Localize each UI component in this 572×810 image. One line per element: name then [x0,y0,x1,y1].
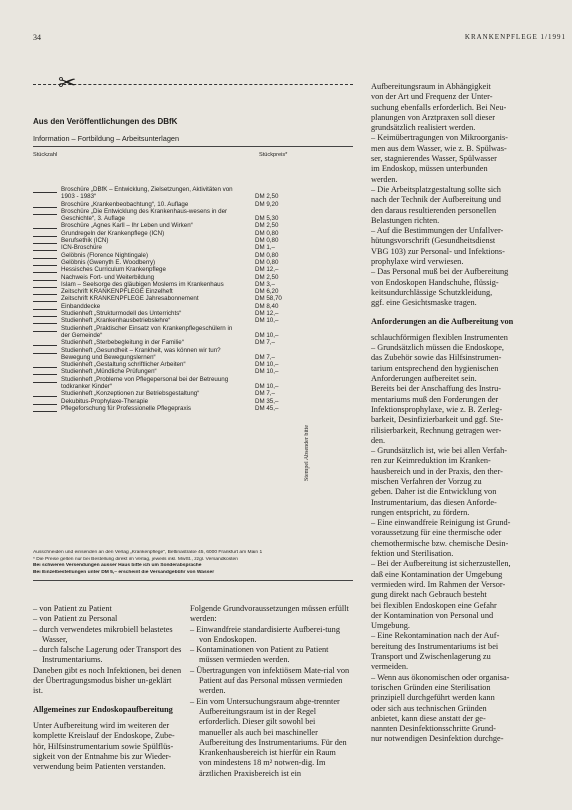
text-column-left [33,604,183,772]
quantity-blank[interactable] [33,192,57,193]
order-item-price: DM 2,50 [255,222,279,230]
paragraph: chemothermische bzw. chemische Desin- [371,538,509,548]
paragraph: von der Art und Frequenz der Unter- [371,92,493,102]
paragraph: oder sich aus technischen Gründen [371,703,487,713]
quantity-blank[interactable] [33,331,57,332]
paragraph: anbietet, kann diese anstatt der ge- [371,713,486,723]
paragraph: bereitung des Instrumentariums ist bei [371,641,499,651]
paragraph: ren zur Keimreduktion im Kranken- [371,456,491,466]
paragraph: der Kontamination von Personal und [371,610,494,620]
paragraph: schlauchförmigen flexiblen Instrumenten [371,332,508,342]
order-form-column-header [33,152,353,162]
order-items [33,186,353,412]
order-item-price: DM 0,80 [255,229,279,237]
paragraph: barkeit, Desinfizierbarkeit und ggf. Ste- [371,415,504,425]
order-item-price: DM 1,– [255,244,275,252]
order-item-title: Hessisches Curriculum Krankenpflege [61,266,166,274]
order-item-price: DM 5,30 [255,215,279,223]
order-item-title: Studienheft „Krankenhausbetriebslehre“ [61,317,171,325]
order-note: Bei schweren Versendungen ausser Haus bitte ich um Sonderabsprache [33,563,202,568]
paragraph: men aus dem Wasser, wie z. B. Spülwas- [371,143,507,153]
paragraph: VBG 103) zur Personal- und Infektions- [371,246,505,256]
order-item-title: Dekubitus-Prophylaxe-Therapie [61,397,149,405]
paragraph: grundsätzlich realisiert werden. [371,123,476,133]
quantity-blank[interactable] [33,353,57,354]
order-item-title: Studienheft „Strukturmodell des Unterrichts“ [61,310,182,318]
paragraph: rungen entspricht, zu fördern. [371,507,470,517]
paragraph: Daneben gibt es noch Infektionen, bei denen der Übertragungsmodus bisher un-geklärt ist. [33,665,182,696]
order-item [33,317,353,324]
order-item [33,266,353,273]
quantity-column-label: Stückzahl [33,152,58,158]
order-item-price: DM 45,– [255,404,279,412]
paragraph: torischen Gründen eine Sterilisation [371,682,491,692]
order-item-price: DM 2,50 [255,193,279,201]
paragraph: tarium entsprechend den hygienischen [371,363,499,373]
order-note: Ausschneiden und einsenden an den Verlag „Krankenpflege“, Bettinastraße 45, 6000 Frankfurt am Main 1 [33,550,263,555]
order-item-title: Broschüre „Agnes Karll – Ihr Leben und Wirken“ [61,222,193,230]
paragraph: – Grundsätzlich ist, wie bei allen Verfah- [371,446,508,456]
order-item-price: DM 7,– [255,339,275,347]
scissors-icon: ✂ [58,70,77,95]
order-item [33,295,353,302]
paragraph: Instrumentarium, das diesen Anforde- [371,497,497,507]
paragraph: voraussetzung für eine thermische oder [371,528,502,538]
quantity-blank[interactable] [33,382,57,383]
order-item-title: Broschüre „Krankenbeobachtung“, 10. Auflage [61,200,189,208]
order-item [33,252,353,259]
paragraph: – durch falsche Lagerung oder Transport des Instrumentariums. [33,645,182,665]
order-item-price: DM 10,– [255,361,279,369]
order-item-title: Zeitschrift KRANKENPFLEGE Jahresabonnement [61,295,199,303]
order-note: * Die Preise gelten nur bei Bestellung direkt im Verlag, jeweils inkl. MwSt., zzgl. Versandkosten [33,556,238,562]
paragraph: Belastungen richten. [371,215,440,225]
paragraph: Bereits bei der Anschaffung des Instru- [371,384,502,394]
order-item [33,339,353,346]
paragraph: suchung ebenfalls erforderlich. Bei Neu- [371,102,507,112]
order-item-price: DM 8,40 [255,302,279,310]
paragraph: hausbereich und in der Praxis, den ther- [371,466,503,476]
paragraph: Infektionsprophylaxe, wie z. B. Zerleg- [371,404,503,414]
paragraph: fektion und Sterilisation. [371,549,454,559]
order-item-price: DM 12,– [255,266,279,274]
paragraph: – Einwandfreie standardisierte Aufberei-tung von Endoskopen. [190,624,340,644]
order-item [33,405,353,412]
paragraph: – Die Arbeitsplatzgestaltung sollte sich [371,184,501,194]
order-item [33,208,353,223]
order-item-title: Studienheft „Probleme von Pflegepersonal bei der Betreuung todkranker Kinder“ [61,375,229,391]
paragraph: vermieden wird. Im Rahmen der Versor- [371,579,506,589]
order-note: Bei Einzelbestellungen unter DM 5,– erscheint die Versandgebühr von Wasser [33,569,215,575]
order-form-subtitle: Information – Fortbildung – Arbeitsunterlagen [33,134,353,147]
quantity-blank[interactable] [33,411,57,412]
order-item-title: ICN-Broschüre [61,244,102,252]
order-item [33,376,353,391]
paragraph: Anforderungen aufbereitet sein. [371,374,477,384]
paragraph: werden. [371,174,398,184]
order-item-price: DM 6,20 [255,288,279,296]
order-item-title: Islam – Seelsorge des gläubigen Moslems im Krankenhaus [61,280,224,288]
order-item [33,222,353,229]
paragraph: nach der Technik der Aufbereitung und [371,195,501,205]
paragraph: – Kontaminationen von Patient zu Patient müssen vermieden werden. [190,645,329,665]
order-form-title: Aus den Veröffentlichungen des DBfK [33,117,178,126]
paragraph: im Endoskop, müssen unterbunden [371,164,488,174]
order-item-title: Pflegeforschung für Professionelle Pflegepraxis [61,404,192,412]
sender-stamp-label: Stempel Absender bitte [304,425,310,481]
order-item-title: Studienheft „Gestaltung schriftlicher Arbeiten“ [61,361,186,369]
paragraph: mischen Verfahren der Vorzug zu [371,476,482,486]
order-item [33,186,353,201]
paragraph: Transport und Zwischenlagerung zu [371,652,491,662]
text-column-right [371,82,571,802]
cut-line [33,84,353,85]
divider [33,580,353,581]
order-item-title: Studienheft „Sterbebegleitung in der Familie“ [61,339,184,347]
paragraph: rilisierbarkeit, Rechnung getragen wer- [371,425,502,435]
order-item [33,274,353,281]
order-item-price: DM 7,– [255,353,275,361]
order-item [33,259,353,266]
paragraph: hütungsvorschrift (Gesundheitsdienst [371,236,496,246]
paragraph: ggf. eine Gesichtsmaske tragen. [371,298,477,308]
order-item [33,347,353,362]
order-item [33,288,353,295]
paragraph: – von Patient zu Personal [33,614,118,624]
price-column-label: Stückpreis* [259,152,288,158]
paragraph: geben. Daher ist die Entwicklung von [371,487,497,497]
order-item-price: DM 10,– [255,317,279,325]
order-item-price: DM 2,50 [255,273,279,281]
paragraph: mentariums muß den Forderungen der [371,394,499,404]
order-item-price: DM 0,80 [255,237,279,245]
order-item-title: Einbanddecke [61,302,101,310]
paragraph: Unter Aufbereitung wird im weiteren der komplette Kreislauf der Endoskope, Zube-hör, Hilfsinstrumentarium sowie Spülflüs-sigkeit von der Entnahme bis zur Wieder-verwendung beim Patienten verstanden. [33,720,175,772]
order-item [33,230,353,237]
page-number: 34 [33,33,41,42]
order-notes [33,550,353,576]
order-item-title: Berufsethik (ICN) [61,237,109,245]
paragraph: den. [371,435,386,445]
order-item-title: Gelöbnis (Gwenyth E. Woodberry) [61,258,156,266]
order-item-price: DM 0,80 [255,251,279,259]
order-item-title: Zeitschrift KRANKENPFLEGE Einzelheft [61,288,173,296]
order-item-title: Nachweis Fort- und Weiterbildung [61,273,155,281]
section-heading: Allgemeines zur Endoskopaufbereitung [33,704,173,714]
paragraph: vermeiden. [371,662,409,672]
paragraph: – Ein vom Untersuchungsraum abge-trennter Aufbereitungsraum ist in der Regel erforderlich. Dieser gilt sowohl bei manueller als auch bei maschineller Aufbereitung des Instrumentariums. Für den Krankenhausbereich ist hierfür ein Raum von mindestens 18 m² notwen-dig. Im ärztlichen Praxisbereich ist ein [190,696,347,778]
paragraph: ser, stagnierendes Wasser, Spülwasser [371,154,497,164]
paragraph: Aufbereitungsraum in Abhängigkeit [371,82,491,91]
order-item-title: Studienheft „Konzeptionen zur Betriebsgestaltung“ [61,390,200,398]
paragraph: – Bei der Aufbereitung ist sicherzustellen, [371,559,511,569]
paragraph: keitsundurchlässige Schutzkleidung, [371,287,493,297]
paragraph: prophylaxe wird verwiesen. [371,257,464,267]
order-item-price: DM 3,– [255,280,275,288]
running-head: KRANKENPFLEGE 1/1991 [464,33,566,41]
paragraph: bei flexiblen Endoskopen eine Gefahr [371,600,497,610]
paragraph: – durch verwendetes mikrobiell belastetes Wasser, [33,624,173,644]
paragraph: – Keimübertragungen von Mikroorganis- [371,133,508,143]
order-item [33,398,353,405]
paragraph: – Auf die Bestimmungen der Unfallver- [371,226,504,236]
section-heading: Anforderungen an die Aufbereitung von [371,316,514,326]
paragraph: – Das Personal muß bei der Aufbereitung [371,267,509,277]
order-item-price: DM 7,– [255,390,275,398]
order-item [33,368,353,375]
order-item [33,237,353,244]
paragraph: nannten Desinfektionsschritte Grund- [371,724,496,734]
paragraph: planungen von Arztpraxen soll dieser [371,112,495,122]
order-item-title: Broschüre „Die Entwicklung des Krankenhaus-wesens in der Geschichte“, 3. Auflage [61,207,228,223]
order-item [33,244,353,251]
order-item [33,281,353,288]
paragraph: – Eine einwandfreie Reinigung ist Grund- [371,518,511,528]
paragraph: – Eine Rekontamination nach der Auf- [371,631,500,641]
order-item-title: Gelöbnis (Florence Nightingale) [61,251,149,259]
order-item-price: DM 0,80 [255,258,279,266]
order-item-price: DM 9,20 [255,200,279,208]
paragraph: – Grundsätzlich müssen die Endoskope, [371,343,504,353]
order-item-title: Studienheft „Gesundheit – Krankheit, was können wir tun? Bewegung und Bewegungslernen“ [61,346,221,361]
paragraph: – Übertragungen von infektiösem Mate-rial von Patient auf das Personal müssen vermieden werden. [190,665,350,696]
paragraph: den daraus resultierenden personellen [371,205,497,215]
order-item-title: Broschüre „DBfK – Entwicklung, Zielsetzungen, Aktivitäten von 1903 - 1983“ [61,186,233,201]
order-item [33,303,353,310]
order-item [33,310,353,317]
paragraph: – Wenn aus ökonomischen oder organisa- [371,672,510,682]
paragraph: Folgende Grundvoraussetzungen müssen erfüllt werden: [190,604,349,624]
order-item [33,201,353,208]
order-item-title: Grundregeln der Krankenpflege (ICN) [61,229,165,237]
paragraph: – von Patient zu Patient [33,604,112,613]
order-item-price: DM 12,– [255,310,279,318]
paragraph: das Zubehör sowie das Hilfsinstrumen- [371,353,502,363]
order-form [33,117,353,412]
order-item-title: Studienheft „Mündliche Prüfungen“ [61,368,157,376]
order-item [33,361,353,368]
order-item [33,325,353,340]
text-column-middle [190,604,350,779]
quantity-blank[interactable] [33,214,57,215]
order-item-price: DM 35,– [255,397,279,405]
order-item-title: Studienheft „Praktischer Einsatz von Krankenpflegeschülern in der Gemeinde“ [61,324,233,339]
paragraph: gung direkt nach Gebrauch besteht [371,590,487,600]
order-item [33,390,353,397]
paragraph: Umgebung. [371,621,410,631]
order-item-price: DM 58,70 [255,295,282,303]
paragraph: daß eine Kontamination der Umgebung [371,569,503,579]
order-item-price: DM 10,– [255,331,279,339]
order-item-price: DM 10,– [255,368,279,376]
paragraph: nur notwendigen Desinfektion durchge- [371,734,504,744]
order-item-price: DM 10,– [255,383,279,391]
paragraph: von Endoskopen Handschuhe, flüssig- [371,277,499,287]
paragraph: prinzipiell durchgeführt werden kann [371,693,495,703]
